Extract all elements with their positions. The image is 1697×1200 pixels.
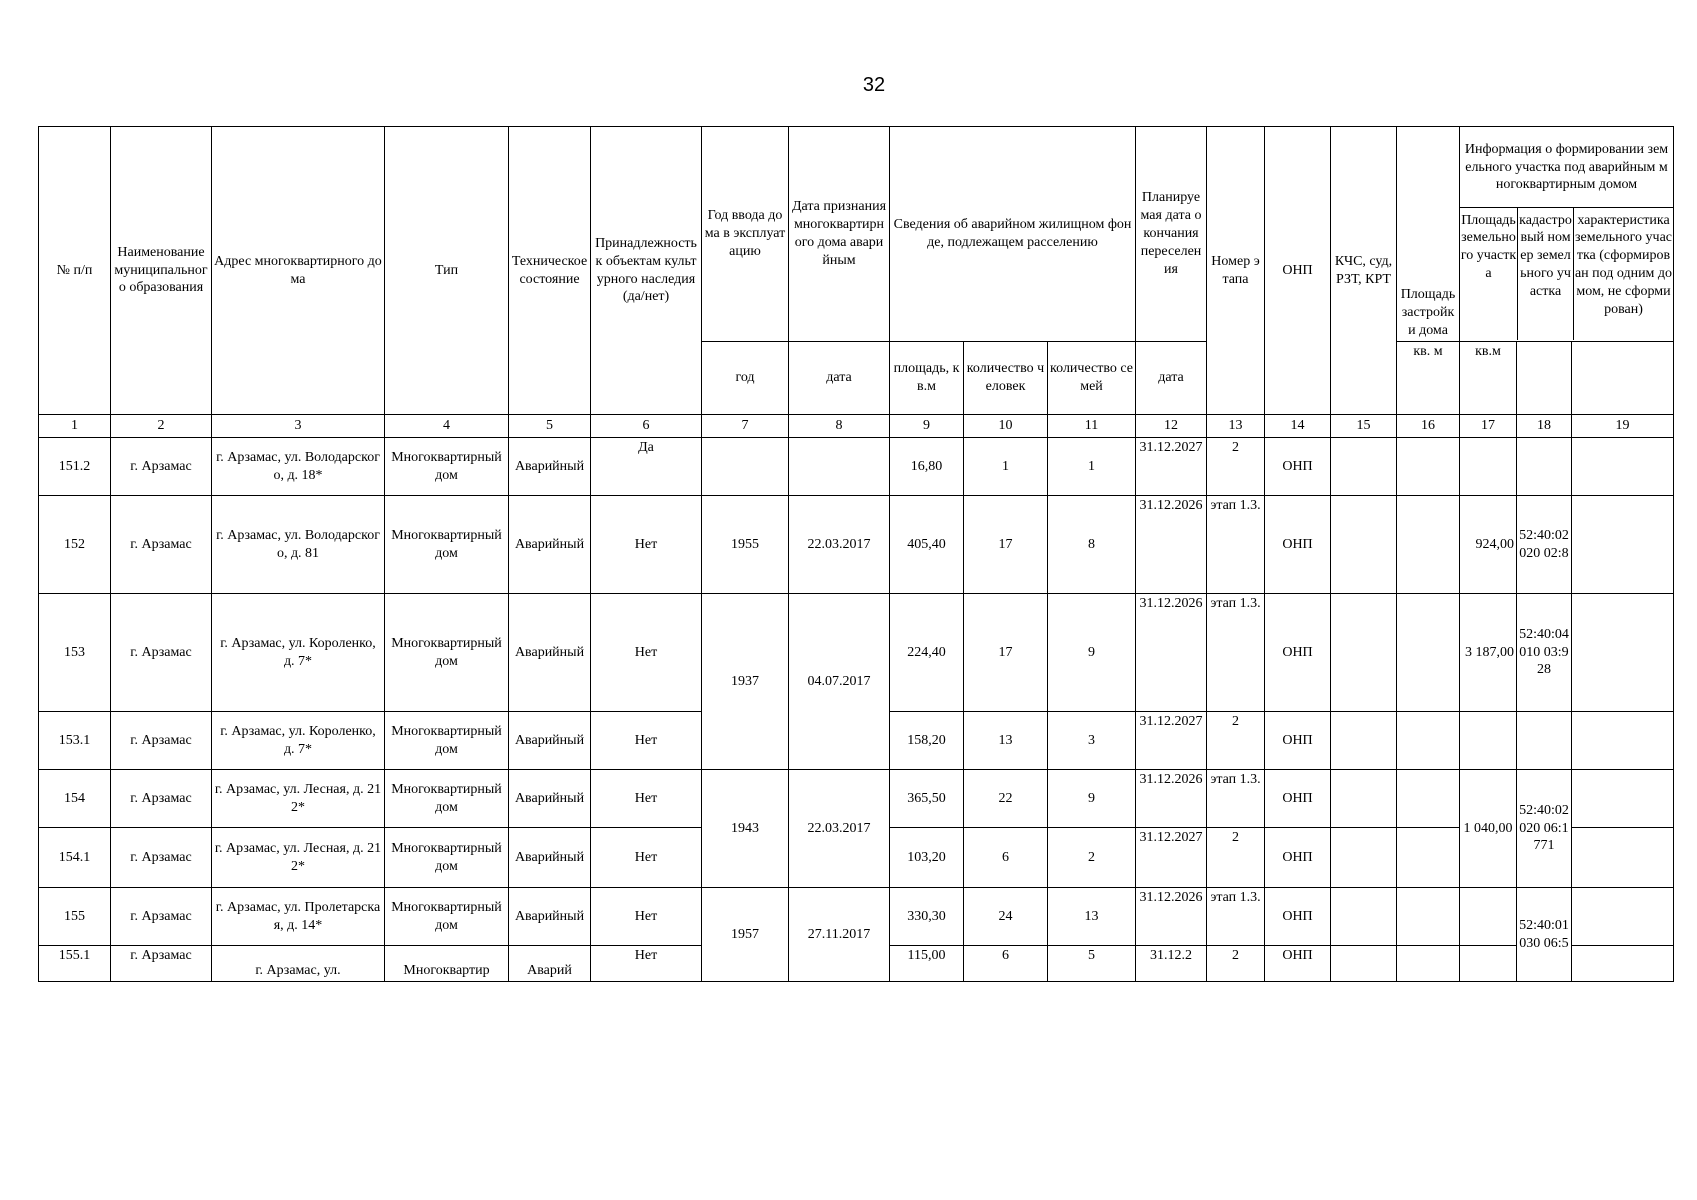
cell-characteristic <box>1572 770 1674 828</box>
subheader-people: количество человек <box>964 342 1048 415</box>
cell-area: 405,40 <box>890 496 964 594</box>
header-land-plot-info: Информация о формировании земельного участка под аварийным многоквартирным домом <box>1460 129 1673 208</box>
cell-type: Многоквартирный дом <box>385 438 509 496</box>
subheader-families: количество семей <box>1048 342 1136 415</box>
cell-number: 151.2 <box>39 438 111 496</box>
cell-planned-date: 31.12.2027 <box>1136 438 1207 496</box>
cell-type: Многоквартирный дом <box>385 496 509 594</box>
cell-families: 8 <box>1048 496 1136 594</box>
cell-condition: Аварийный <box>509 594 591 712</box>
cell-families: 1 <box>1048 438 1136 496</box>
cell-kchs <box>1331 496 1397 594</box>
cell-number: 154.1 <box>39 828 111 888</box>
column-number: 2 <box>111 415 212 438</box>
cell-year: 1937 <box>702 594 789 770</box>
cell-area: 330,30 <box>890 888 964 946</box>
cell-kchs <box>1331 888 1397 946</box>
column-number: 1 <box>39 415 111 438</box>
cell-date: 04.07.2017 <box>789 594 890 770</box>
header-cadastral: кадастровый номер земельного участка <box>1518 208 1574 340</box>
subheader-year: год <box>702 342 789 415</box>
cell-kchs <box>1331 946 1397 982</box>
cell-number: 153.1 <box>39 712 111 770</box>
cell-planned-date: 31.12.2027 <box>1136 828 1207 888</box>
column-number: 5 <box>509 415 591 438</box>
cell-planned-date: 31.12.2026 <box>1136 770 1207 828</box>
cell-stage: 2 <box>1207 712 1265 770</box>
header-land-plot-group <box>1460 127 1674 342</box>
cell-stage: 2 <box>1207 946 1265 982</box>
column-number: 11 <box>1048 415 1136 438</box>
cell-characteristic <box>1572 946 1674 982</box>
cell-condition: Аварийный <box>509 888 591 946</box>
cell-number: 155 <box>39 888 111 946</box>
column-number: 18 <box>1517 415 1572 438</box>
table-row <box>39 496 1674 594</box>
cell-people: 6 <box>964 828 1048 888</box>
table-row <box>39 770 1674 828</box>
cell-type: Многоквартирный дом <box>385 770 509 828</box>
header-type: Тип <box>385 127 509 415</box>
cell-onp: ОНП <box>1265 712 1331 770</box>
cell-people: 17 <box>964 496 1048 594</box>
header-address: Адрес многоквартирного дома <box>212 127 385 415</box>
cell-cadastral: 52:40:04010 03:928 <box>1517 594 1572 712</box>
cell-condition: Аварийный <box>509 770 591 828</box>
cell-cadastral: 52:40:01030 06:5 <box>1517 888 1572 982</box>
cell-date: 22.03.2017 <box>789 496 890 594</box>
cell-heritage: Нет <box>591 594 702 712</box>
cell-heritage: Нет <box>591 496 702 594</box>
header-row-number: № п/п <box>39 127 111 415</box>
cell-building-area <box>1397 888 1460 946</box>
cell-plot-area: 924,00 <box>1460 496 1517 594</box>
cell-municipality: г. Арзамас <box>111 888 212 946</box>
emergency-housing-table <box>38 126 1674 982</box>
cell-plot-area: 3 187,00 <box>1460 594 1517 712</box>
cell-number: 152 <box>39 496 111 594</box>
cell-onp: ОНП <box>1265 888 1331 946</box>
cell-building-area <box>1397 946 1460 982</box>
cell-heritage: Нет <box>591 888 702 946</box>
cell-building-area <box>1397 770 1460 828</box>
cell-plot-area <box>1460 712 1517 770</box>
subheader-area: площадь, кв.м <box>890 342 964 415</box>
cell-heritage: Нет <box>591 770 702 828</box>
cell-people: 17 <box>964 594 1048 712</box>
cell-area: 103,20 <box>890 828 964 888</box>
cell-cadastral: 52:40:02020 06:1771 <box>1517 770 1572 888</box>
cell-heritage: Нет <box>591 828 702 888</box>
subheader-date: дата <box>789 342 890 415</box>
column-number-row <box>39 415 1674 438</box>
cell-municipality: г. Арзамас <box>111 712 212 770</box>
cell-address: г. Арзамас, ул. Лесная, д. 212* <box>212 828 385 888</box>
header-year-commissioned: Год ввода дома в эксплуатацию <box>702 127 789 342</box>
subheader-plot-area-unit: кв.м <box>1460 342 1517 415</box>
cell-heritage: Нет <box>591 712 702 770</box>
cell-type: Многоквартирный дом <box>385 888 509 946</box>
cell-people: 6 <box>964 946 1048 982</box>
cell-municipality: г. Арзамас <box>111 496 212 594</box>
cell-building-area <box>1397 712 1460 770</box>
cell-area: 115,00 <box>890 946 964 982</box>
cell-planned-date: 31.12.2026 <box>1136 594 1207 712</box>
cell-municipality: г. Арзамас <box>111 828 212 888</box>
cell-municipality: г. Арзамас <box>111 946 212 982</box>
cell-characteristic <box>1572 496 1674 594</box>
column-number: 16 <box>1397 415 1460 438</box>
cell-plot-area <box>1460 946 1517 982</box>
cell-onp: ОНП <box>1265 496 1331 594</box>
cell-condition: Аварий <box>509 946 591 982</box>
cell-year: 1955 <box>702 496 789 594</box>
cell-number: 153 <box>39 594 111 712</box>
cell-heritage: Да <box>591 438 702 496</box>
cell-plot-area: 1 040,00 <box>1460 770 1517 888</box>
cell-heritage: Нет <box>591 946 702 982</box>
column-number: 3 <box>212 415 385 438</box>
header-kchs: КЧС, суд, РЗТ, КРТ <box>1331 127 1397 415</box>
cell-date: 22.03.2017 <box>789 770 890 888</box>
cell-type: Многоквартир <box>385 946 509 982</box>
cell-families: 5 <box>1048 946 1136 982</box>
cell-onp: ОНП <box>1265 770 1331 828</box>
header-plot-characteristic: характеристика земельного участка (сформирован под одним домом, не сформирован) <box>1574 212 1673 318</box>
cell-area: 365,50 <box>890 770 964 828</box>
cell-year: 1943 <box>702 770 789 888</box>
cell-characteristic <box>1572 594 1674 712</box>
cell-cadastral <box>1517 712 1572 770</box>
cell-stage: 2 <box>1207 828 1265 888</box>
header-condition: Техническое состояние <box>509 127 591 415</box>
cell-kchs <box>1331 594 1397 712</box>
cell-onp: ОНП <box>1265 594 1331 712</box>
cell-address: г. Арзамас, ул. Пролетарская, д. 14* <box>212 888 385 946</box>
header-plot-area: Площадь земельного участка <box>1460 208 1518 340</box>
subheader-building-area-unit: кв. м <box>1397 342 1460 415</box>
cell-type: Многоквартирный дом <box>385 828 509 888</box>
header-stage: Номер этапа <box>1207 127 1265 415</box>
cell-year <box>702 438 789 496</box>
column-number: 14 <box>1265 415 1331 438</box>
cell-planned-date: 31.12.2027 <box>1136 712 1207 770</box>
table-row <box>39 594 1674 712</box>
cell-characteristic <box>1572 438 1674 496</box>
column-number: 13 <box>1207 415 1265 438</box>
cell-address: г. Арзамас, ул. Лесная, д. 212* <box>212 770 385 828</box>
cell-area: 224,40 <box>890 594 964 712</box>
column-number: 9 <box>890 415 964 438</box>
cell-type: Многоквартирный дом <box>385 594 509 712</box>
cell-people: 13 <box>964 712 1048 770</box>
cell-municipality: г. Арзамас <box>111 594 212 712</box>
table-row <box>39 438 1674 496</box>
cell-building-area <box>1397 496 1460 594</box>
cell-stage: этап 1.3. <box>1207 594 1265 712</box>
cell-date: 27.11.2017 <box>789 888 890 982</box>
header-onp: ОНП <box>1265 127 1331 415</box>
column-number: 7 <box>702 415 789 438</box>
cell-condition: Аварийный <box>509 712 591 770</box>
cell-characteristic <box>1572 828 1674 888</box>
cell-families: 2 <box>1048 828 1136 888</box>
cell-building-area <box>1397 828 1460 888</box>
cell-number: 155.1 <box>39 946 111 982</box>
cell-families: 3 <box>1048 712 1136 770</box>
cell-building-area <box>1397 438 1460 496</box>
column-number: 4 <box>385 415 509 438</box>
cell-families: 9 <box>1048 770 1136 828</box>
cell-families: 13 <box>1048 888 1136 946</box>
cell-cadastral <box>1517 438 1572 496</box>
column-number: 19 <box>1572 415 1674 438</box>
cell-stage: 2 <box>1207 438 1265 496</box>
cell-onp: ОНП <box>1265 438 1331 496</box>
cell-number: 154 <box>39 770 111 828</box>
cell-planned-date: 31.12.2026 <box>1136 888 1207 946</box>
cell-onp: ОНП <box>1265 828 1331 888</box>
page-number: 32 <box>862 74 886 96</box>
cell-municipality: г. Арзамас <box>111 438 212 496</box>
column-number: 15 <box>1331 415 1397 438</box>
cell-stage: этап 1.3. <box>1207 770 1265 828</box>
cell-families: 9 <box>1048 594 1136 712</box>
cell-people: 1 <box>964 438 1048 496</box>
cell-municipality: г. Арзамас <box>111 770 212 828</box>
cell-characteristic <box>1572 888 1674 946</box>
column-number: 10 <box>964 415 1048 438</box>
cell-date <box>789 438 890 496</box>
cell-kchs <box>1331 770 1397 828</box>
cell-plot-area <box>1460 438 1517 496</box>
header-recognition-date: Дата признания многоквартирного дома аварийным <box>789 127 890 342</box>
header-planned-date: Планируемая дата окончания переселения <box>1136 127 1207 342</box>
cell-characteristic <box>1572 712 1674 770</box>
cell-planned-date: 31.12.2026 <box>1136 496 1207 594</box>
cell-address: г. Арзамас, ул. <box>212 946 385 982</box>
column-number: 8 <box>789 415 890 438</box>
cell-address: г. Арзамас, ул. Володарского, д. 81 <box>212 496 385 594</box>
header-building-area: Площадь застройки дома <box>1397 127 1460 342</box>
cell-plot-area <box>1460 888 1517 946</box>
cell-kchs <box>1331 828 1397 888</box>
cell-address: г. Арзамас, ул. Короленко, д. 7* <box>212 594 385 712</box>
column-number: 12 <box>1136 415 1207 438</box>
cell-condition: Аварийный <box>509 828 591 888</box>
cell-address: г. Арзамас, ул. Володарского, д. 18* <box>212 438 385 496</box>
cell-people: 22 <box>964 770 1048 828</box>
cell-year: 1957 <box>702 888 789 982</box>
column-number: 17 <box>1460 415 1517 438</box>
cell-building-area <box>1397 594 1460 712</box>
cell-stage: этап 1.3. <box>1207 496 1265 594</box>
cell-condition: Аварийный <box>509 496 591 594</box>
cell-cadastral: 52:40:02020 02:8 <box>1517 496 1572 594</box>
cell-type: Многоквартирный дом <box>385 712 509 770</box>
subheader-characteristic-blank <box>1572 342 1674 415</box>
header-heritage: Принадлежность к объектам культурного наследия (да/нет) <box>591 127 702 415</box>
header-municipality: Наименование муниципального образования <box>111 127 212 415</box>
cell-stage: этап 1.3. <box>1207 888 1265 946</box>
header-emergency-info: Сведения об аварийном жилищном фонде, подлежащем расселению <box>890 127 1136 342</box>
cell-kchs <box>1331 438 1397 496</box>
cell-condition: Аварийный <box>509 438 591 496</box>
cell-planned-date: 31.12.2 <box>1136 946 1207 982</box>
subheader-cadastral-blank <box>1517 342 1572 415</box>
table-row <box>39 888 1674 946</box>
subheader-planned-date: дата <box>1136 342 1207 415</box>
cell-area: 158,20 <box>890 712 964 770</box>
cell-onp: ОНП <box>1265 946 1331 982</box>
cell-kchs <box>1331 712 1397 770</box>
cell-area: 16,80 <box>890 438 964 496</box>
column-number: 6 <box>591 415 702 438</box>
cell-people: 24 <box>964 888 1048 946</box>
cell-address: г. Арзамас, ул. Короленко, д. 7* <box>212 712 385 770</box>
